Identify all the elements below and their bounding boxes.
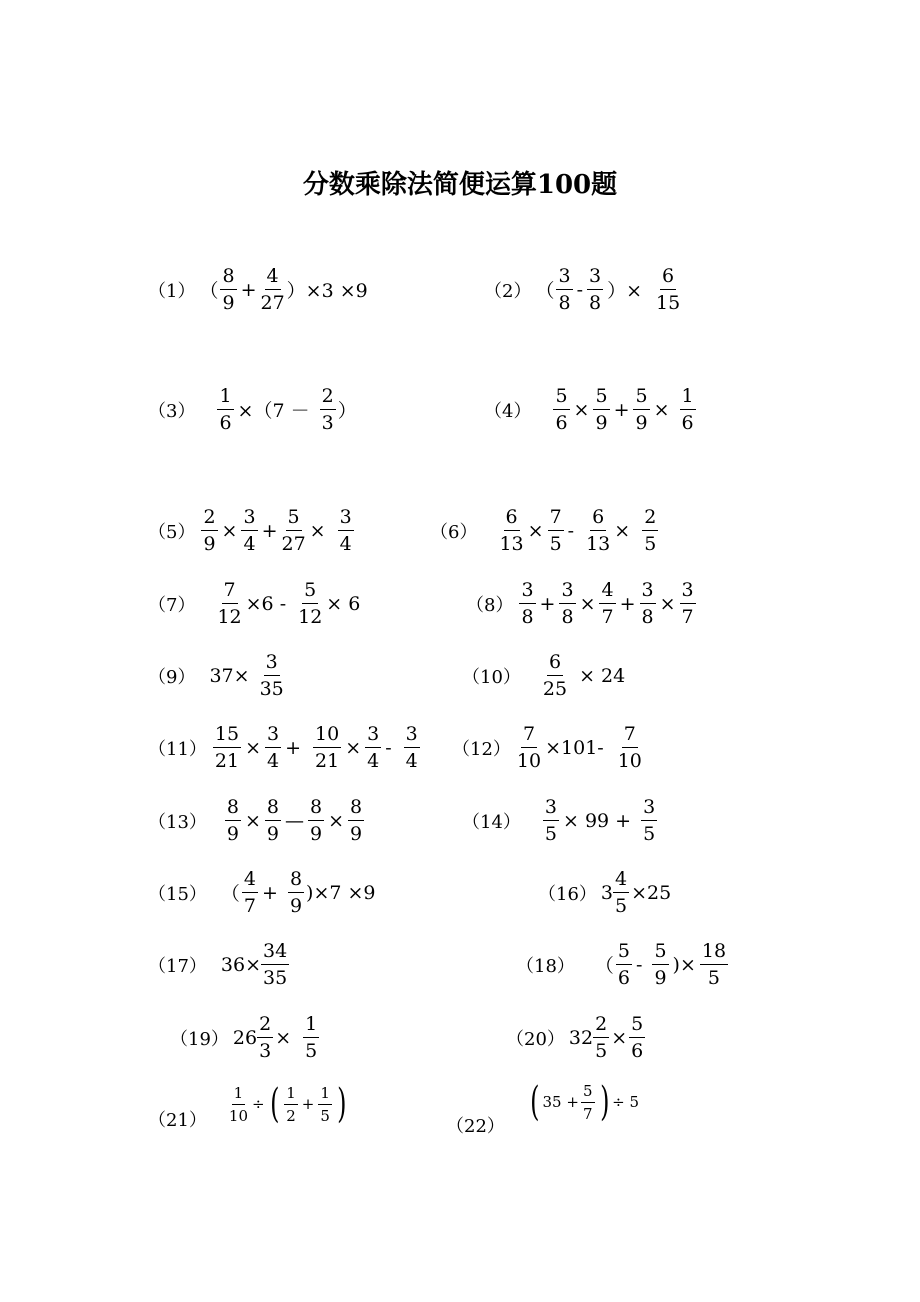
fraction [548,507,564,554]
left-paren: ( [530,1079,540,1125]
problem-number: （12） [452,738,511,760]
fraction [587,266,603,313]
numerator: 3 [556,266,572,290]
problem-3 [148,386,357,433]
problem-number: （21） [148,1110,207,1131]
problem-12 [452,724,644,771]
fraction [581,1083,595,1122]
denominator: 9 [350,823,363,845]
denominator: 5 [643,823,656,845]
fraction [700,941,728,988]
denominator: 9 [654,967,667,989]
denominator: 8 [641,606,654,628]
problem-20 [506,1014,645,1061]
denominator: 10 [516,750,542,772]
operator: × [245,736,262,759]
problem-19 [170,1014,321,1061]
fraction [616,941,632,988]
whole-part: 26 [232,1026,258,1049]
operator: ×25 [631,881,672,904]
fraction [229,1085,248,1124]
fraction [629,1014,645,1061]
operator: + [613,398,630,421]
problem-number: （17） [148,955,207,977]
problem-2 [484,266,682,313]
fraction [217,580,241,627]
fraction [217,386,233,433]
fraction [613,869,629,916]
fraction [640,580,656,627]
problem-number: （16） [538,883,597,905]
fraction [633,386,649,433]
problem-number: （10） [462,666,521,688]
problem-number: （19） [170,1028,229,1050]
formula-image [527,1079,639,1125]
numerator: 8 [348,797,364,821]
operator: × [573,398,590,421]
numerator: 5 [593,386,609,410]
denominator: 9 [226,823,239,845]
numerator: 5 [286,507,302,531]
numerator: 8 [265,797,281,821]
denominator: 5 [644,533,657,555]
denominator: 5 [615,895,628,917]
fraction [225,797,241,844]
numerator: 1 [284,1085,298,1105]
operator: × 99 + [563,809,632,832]
numerator: 8 [308,797,324,821]
problem-9 [148,652,286,699]
operator: + [261,519,278,542]
problem-number: （2） [484,280,532,302]
denominator: 21 [214,750,240,772]
denominator: 8 [561,606,574,628]
denominator: 6 [681,412,694,434]
denominator: 6 [631,1040,644,1062]
numerator: 3 [338,507,354,531]
fraction [586,507,610,554]
numerator: 3 [264,652,280,676]
numerator: 3 [559,580,575,604]
fraction [308,797,324,844]
problem-number: （11） [148,738,207,760]
numerator: 6 [660,266,676,290]
numerator: 18 [700,941,728,965]
numerator: 7 [548,507,564,531]
fraction [543,652,567,699]
problem-17 [148,941,289,988]
denominator: 9 [635,412,648,434]
denominator: 12 [217,606,242,628]
denominator: 9 [289,895,303,917]
numerator: 7 [521,724,537,748]
denominator: 35 [263,967,288,989]
numerator: 3 [404,724,420,748]
operator: + [240,278,257,301]
denominator: 27 [260,292,285,314]
expression-head: 36× [220,953,262,976]
denominator: 4 [243,533,256,555]
operator: × [328,809,345,832]
fraction [220,266,236,313]
numerator: 2 [257,1014,273,1038]
operator: ×6 - [245,592,287,615]
denominator: 8 [521,606,534,628]
denominator: 5 [549,533,562,555]
numerator: 1 [232,1085,246,1105]
denominator: 5 [544,823,557,845]
numerator: 3 [365,724,381,748]
problem-number: （20） [506,1028,565,1050]
fraction [656,266,680,313]
expression-tail: )×7 ×9 [306,881,376,904]
operator: × [579,592,596,615]
denominator: 21 [315,750,340,772]
right-paren: ) [336,1081,347,1127]
operator: - [567,519,575,542]
denominator: 7 [582,1104,593,1123]
problem-8 [466,580,698,627]
problem-number: （5） [148,521,196,543]
numerator: 6 [504,507,520,531]
problem-number: （14） [462,811,521,833]
problem-11 [148,724,422,771]
denominator: 5 [305,1040,318,1062]
problem-14 [462,797,659,844]
numerator: 4 [613,869,629,893]
open-paren: （ [594,955,614,977]
denominator: 8 [558,292,571,314]
problem-21 [148,1081,349,1132]
fraction [652,941,668,988]
fraction [338,507,354,554]
denominator: 6 [219,412,232,434]
numerator: 8 [220,266,236,290]
numerator: 1 [680,386,696,410]
operator: × [221,519,238,542]
denominator: 5 [707,967,721,989]
fraction [543,797,559,844]
operator: × [611,1026,628,1049]
operator: )× [672,953,696,976]
fraction [553,386,569,433]
operator: + [539,592,556,615]
numerator: 1 [303,1014,319,1038]
denominator: 4 [367,750,380,772]
fraction [680,386,696,433]
problem-13 [148,797,366,844]
numerator: 5 [633,386,649,410]
operator: — [285,809,305,832]
expression-head: 35 + [542,1093,579,1111]
close-paren: ） [337,400,357,422]
fraction [241,507,257,554]
numerator: 5 [581,1083,595,1103]
open-paren: （ [199,280,219,302]
numerator: 7 [222,580,238,604]
problem-number: （4） [484,400,532,422]
numerator: 6 [547,652,563,676]
operator: × [653,398,670,421]
fraction [404,724,420,771]
numerator: 5 [553,386,569,410]
fraction [517,724,541,771]
numerator: 2 [642,507,658,531]
denominator: 27 [281,533,306,555]
fraction [593,386,609,433]
fraction [281,507,305,554]
open-paren: （ [220,883,240,905]
whole-part: 3 [600,881,613,904]
denominator: 9 [310,823,323,845]
problem-15 [148,869,376,916]
fraction [257,1014,273,1061]
problem-number: （7） [148,594,196,616]
problem-5 [148,507,356,554]
denominator: 13 [499,533,524,555]
denominator: 5 [320,1106,330,1125]
problem-number: （3） [148,400,196,422]
problem-1 [148,266,368,313]
numerator: 4 [242,869,258,893]
formula-image [227,1081,350,1127]
left-paren: ( [269,1081,280,1127]
fraction [618,724,642,771]
numerator: 8 [225,797,241,821]
fraction [365,724,381,771]
denominator: 6 [555,412,568,434]
operator: × 24 [579,664,626,687]
operator: - [576,278,583,301]
numerator: 2 [201,507,217,531]
denominator: 3 [321,412,334,434]
numerator: 4 [599,580,615,604]
denominator: 7 [243,895,257,917]
denominator: 7 [601,606,614,628]
fraction [599,580,615,627]
fraction [242,869,258,916]
operator: × [309,519,326,542]
denominator: 5 [595,1040,608,1062]
denominator: 2 [286,1106,296,1125]
fraction [284,1085,298,1124]
fraction [265,724,281,771]
operator: × [275,1026,292,1049]
fraction [303,1014,319,1061]
numerator: 5 [652,941,668,965]
fraction [556,266,572,313]
denominator: 7 [681,606,694,628]
fraction [593,1014,609,1061]
denominator: 9 [222,292,235,314]
operator: + [301,1095,315,1113]
problem-number: （15） [148,883,207,905]
problem-16 [538,869,673,916]
page-title: 分数乘除法简便运算100题 [302,170,618,200]
problem-number: （13） [148,811,207,833]
expression-tail: ）×3 ×9 [286,280,368,302]
denominator: 15 [656,292,681,314]
fraction [642,507,658,554]
fraction [213,724,241,771]
denominator: 12 [298,606,323,628]
operator: × [659,592,676,615]
whole-part: 32 [568,1026,594,1049]
denominator: 4 [267,750,280,772]
problem-number: （18） [516,955,575,977]
denominator: 8 [588,292,602,314]
numerator: 1 [217,386,233,410]
operator: - [636,953,643,976]
numerator: 3 [265,724,281,748]
numerator: 3 [641,797,657,821]
denominator: 13 [586,533,611,555]
fraction [261,941,289,988]
problem-4 [484,386,698,433]
fraction [260,652,284,699]
fraction [499,507,523,554]
right-paren: ) [599,1079,609,1125]
numerator: 1 [318,1085,332,1105]
operator: ÷ [252,1095,265,1113]
operator: - [385,736,392,759]
numerator: 3 [587,266,603,290]
problem-number: （9） [148,666,196,688]
denominator: 9 [595,412,608,434]
denominator: 4 [339,533,352,555]
numerator: 5 [616,941,632,965]
fraction [641,797,657,844]
fraction [201,507,217,554]
fraction [265,797,281,844]
numerator: 6 [590,507,606,531]
numerator: 2 [320,386,336,410]
problem-number: （22） [446,1116,505,1137]
problem-10 [462,652,627,699]
expression-tail: ÷ 5 [612,1093,639,1111]
fraction [288,869,304,916]
operator: ×101- [545,736,604,759]
fraction [519,580,535,627]
numerator: 8 [288,869,304,893]
numerator: 5 [302,580,318,604]
numerator: 3 [680,580,696,604]
fraction [680,580,696,627]
operator: + [262,881,278,904]
fraction [298,580,322,627]
denominator: 9 [203,533,216,555]
operator: × [527,519,544,542]
problem-6 [430,507,660,554]
operator: + [285,736,302,759]
problem-number: （6） [430,521,478,543]
numerator: 7 [622,724,638,748]
problem-number: （8） [466,594,514,616]
problem-22 [446,1079,639,1137]
open-paren: （ [535,280,555,302]
numerator: 5 [629,1014,645,1038]
denominator: 9 [266,823,280,845]
denominator: 10 [617,750,642,772]
fraction [559,580,575,627]
operator: × [345,736,362,759]
operator: ×（7 － [237,400,310,422]
numerator: 10 [313,724,341,748]
numerator: 3 [543,797,559,821]
denominator: 3 [259,1040,272,1062]
problem-number: （1） [148,280,196,302]
numerator: 34 [261,941,289,965]
denominator: 10 [228,1106,248,1125]
operator: × [245,809,261,832]
numerator: 3 [519,580,535,604]
numerator: 4 [265,266,281,290]
operator: + [619,592,636,615]
operator: × 6 [326,592,361,615]
operator: × [614,519,631,542]
fraction [318,1085,332,1124]
expression-head: 37× [209,664,250,687]
numerator: 2 [593,1014,609,1038]
denominator: 6 [617,967,631,989]
numerator: 3 [640,580,656,604]
problem-7 [148,580,362,627]
fraction [313,724,341,771]
denominator: 35 [259,678,284,700]
operator: ）× [607,280,642,302]
denominator: 4 [405,750,418,772]
problem-18 [516,941,730,988]
numerator: 3 [241,507,257,531]
denominator: 25 [542,678,568,700]
fraction [348,797,364,844]
fraction [260,266,284,313]
numerator: 15 [213,724,241,748]
fraction [320,386,336,433]
